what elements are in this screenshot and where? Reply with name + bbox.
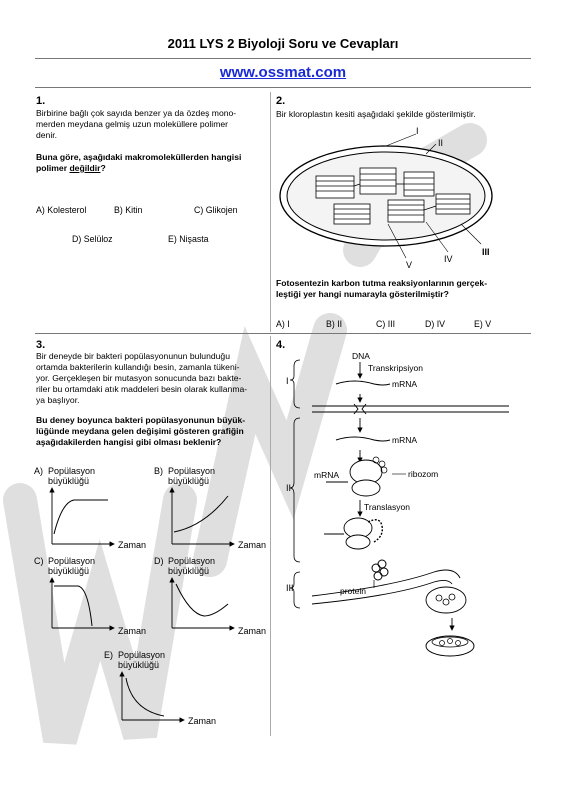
q2-option-a[interactable]: A) I xyxy=(276,319,290,329)
stage-label-iii: III xyxy=(286,583,294,593)
q2-option-e[interactable]: E) V xyxy=(474,319,492,329)
graph-c-letter: C) xyxy=(34,556,44,566)
q1-question-start: polimer xyxy=(36,163,70,173)
q1-question xyxy=(36,152,271,174)
graph-e-ylabel: büyüklüğü xyxy=(118,660,160,670)
q1-option-d[interactable]: D) Selüloz xyxy=(72,234,113,244)
q3-number: 3. xyxy=(36,339,46,351)
vesicle xyxy=(426,587,466,613)
website-link[interactable]: www.ossmat.com xyxy=(219,64,347,81)
granum xyxy=(360,168,396,194)
graph-d-letter: D) xyxy=(154,556,164,566)
graph-d-ylabel: Popülasyon xyxy=(168,556,216,566)
mrna-strand xyxy=(336,437,390,441)
q3-text-line: riler bu ortamdaki atık maddeleri besin olarak kullanma- xyxy=(36,384,248,394)
ribosome-with-chain xyxy=(344,518,382,549)
bracket-i xyxy=(290,360,300,408)
q3-text xyxy=(36,351,271,406)
graph-d-ylabel: büyüklüğü xyxy=(168,566,210,576)
granum xyxy=(388,200,424,222)
q1-text-line: Birbirine bağlı çok sayıda benzer ya da özdeş mono- xyxy=(36,108,237,118)
q3-question xyxy=(36,415,271,448)
graph-a-ylabel: Popülasyon xyxy=(48,466,96,476)
chloroplast-label-ii: II xyxy=(438,138,444,148)
graph-e-xlabel: Zaman xyxy=(188,716,217,724)
divider-top xyxy=(35,58,531,59)
graph-a-xlabel: Zaman xyxy=(118,540,147,550)
q4-number: 4. xyxy=(276,339,286,351)
mrna-label-3: mRNA xyxy=(314,470,340,480)
mrna-strand xyxy=(336,381,390,385)
ribozom-label: ribozom xyxy=(408,469,439,479)
graph-a-ylabel: büyüklüğü xyxy=(48,476,90,486)
q3-text-line: Bir deneyde bir bakteri popülasyonunun bulunduğu xyxy=(36,351,230,361)
graph-d-xlabel: Zaman xyxy=(238,626,267,636)
graph-c-xlabel: Zaman xyxy=(118,626,147,636)
granum xyxy=(334,204,370,224)
q1-question-negation: değildir xyxy=(69,163,101,173)
stage-label-i: I xyxy=(286,376,289,386)
chloroplast-label-i: I xyxy=(416,126,419,136)
protein-label: protein xyxy=(340,586,366,596)
q2-question xyxy=(276,278,536,300)
q1-text-line: denir. xyxy=(36,130,58,140)
granum xyxy=(404,172,434,196)
q2-text: Bir kloroplastın kesiti aşağıdaki şekilde gösterilmiştir. xyxy=(276,109,476,119)
q2-option-c[interactable]: C) III xyxy=(376,319,396,329)
q1-text xyxy=(36,108,266,141)
q3-text-line: ya başlıyor. xyxy=(36,395,80,405)
q2-option-b[interactable]: B) II xyxy=(326,319,343,329)
dna-label: DNA xyxy=(352,351,370,361)
q1-option-c[interactable]: C) Glikojen xyxy=(194,205,238,215)
q1-question-end: ? xyxy=(100,163,106,173)
graph-a[interactable] xyxy=(34,466,146,550)
q1-option-e[interactable]: E) Nişasta xyxy=(168,234,209,244)
divider-middle xyxy=(35,333,531,334)
graph-b-curve xyxy=(174,496,228,532)
graph-e-ylabel: Popülasyon xyxy=(118,650,166,660)
q2-question-line: Fotosentezin karbon tutma reaksiyonlarının gerçek- xyxy=(276,278,488,288)
graph-d[interactable] xyxy=(154,556,266,636)
graph-c-curve xyxy=(54,586,92,626)
bracket-ii xyxy=(290,418,300,562)
translasyon-label: Translasyon xyxy=(364,502,410,512)
mrna-label-1: mRNA xyxy=(392,379,418,389)
graph-c-ylabel: Popülasyon xyxy=(48,556,96,566)
divider-header xyxy=(35,87,531,88)
graph-e-letter: E) xyxy=(104,650,113,660)
chloroplast-label-v: V xyxy=(406,260,413,270)
q3-question-line: lüğünde meydana gelen değişimi gösteren grafiğin xyxy=(36,426,244,436)
chloroplast-label-iv: IV xyxy=(444,254,453,264)
q1-question-line xyxy=(36,163,271,174)
protein-synthesis-diagram xyxy=(284,346,529,666)
q1-option-a[interactable]: A) Kolesterol xyxy=(36,205,87,215)
graph-b-xlabel: Zaman xyxy=(238,540,267,550)
q1-number: 1. xyxy=(36,95,46,107)
mrna-label-2: mRNA xyxy=(392,435,418,445)
q3-text-line: ortamda bakterilerin kullandığı besin, zamanla tükeni- xyxy=(36,362,240,372)
q3-question-line: Bu deney boyunca bakteri popülasyonunun büyük- xyxy=(36,415,246,425)
graph-b-letter: B) xyxy=(154,466,163,476)
graph-c-ylabel: büyüklüğü xyxy=(48,566,90,576)
chloroplast-label-iii: III xyxy=(482,247,490,257)
graph-b-ylabel: büyüklüğü xyxy=(168,476,210,486)
divider-vertical-top xyxy=(270,92,271,332)
q1-question-line: Buna göre, aşağıdaki makromoleküllerden hangisi xyxy=(36,152,242,162)
q1-text-line: merden meydana gelmiş uzun moleküllere polimer xyxy=(36,119,229,129)
graph-b[interactable] xyxy=(154,466,266,550)
graph-a-curve xyxy=(54,500,108,534)
q3-text-line: yor. Gerçekleşen bir mutasyon sonucunda bazı bakte- xyxy=(36,373,242,383)
q2-number: 2. xyxy=(276,95,286,107)
q2-option-d[interactable]: D) IV xyxy=(425,319,446,329)
page-title: 2011 LYS 2 Biyoloji Soru ve Cevapları xyxy=(167,36,399,51)
granum xyxy=(436,194,470,214)
graph-b-ylabel: Popülasyon xyxy=(168,466,216,476)
q3-graphs xyxy=(34,464,274,724)
graph-c[interactable] xyxy=(34,556,146,636)
secretory-vesicle xyxy=(426,636,474,656)
protein-coil xyxy=(372,560,388,580)
q3-question-line: aşağıdakilerden hangisi gibi olması beklenir? xyxy=(36,437,222,447)
graph-a-letter: A) xyxy=(34,466,43,476)
stage-label-ii: II xyxy=(286,483,292,493)
granum xyxy=(316,176,354,198)
nuclear-pore xyxy=(354,404,366,414)
q2-question-line: leştiği yer hangi numarayla gösterilmiştir? xyxy=(276,289,449,299)
graph-e-curve xyxy=(126,678,164,716)
ribosome xyxy=(350,457,387,496)
transkripsiyon-label: Transkripsiyon xyxy=(368,363,423,373)
graph-d-curve xyxy=(176,584,228,616)
chloroplast-diagram xyxy=(276,124,526,274)
graph-e[interactable] xyxy=(104,650,216,724)
q1-option-b[interactable]: B) Kitin xyxy=(114,205,143,215)
